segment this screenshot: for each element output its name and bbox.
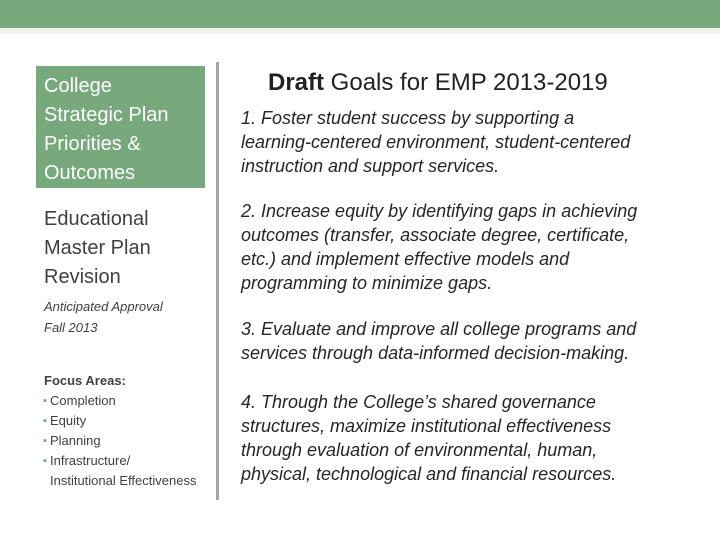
focus-areas-title: Focus Areas: bbox=[44, 373, 126, 388]
focus-areas bbox=[44, 371, 219, 491]
goal-item-4 bbox=[241, 390, 701, 486]
goal-line: through evaluation of environmental, human, bbox=[241, 440, 598, 460]
goal-item-1 bbox=[241, 106, 701, 178]
square-bullet-icon: ▪ bbox=[43, 435, 47, 447]
focus-area-label: Equity bbox=[50, 413, 87, 428]
header-underline bbox=[0, 28, 720, 34]
emp-revision-line: Master Plan bbox=[44, 237, 151, 259]
approval-line: Anticipated Approval bbox=[44, 299, 163, 314]
goal-item-2 bbox=[241, 199, 701, 295]
header-bar bbox=[0, 0, 720, 28]
page-title-draft: Draft bbox=[268, 69, 325, 96]
focus-area-label: Infrastructure/ bbox=[50, 453, 131, 468]
emp-revision-line: Revision bbox=[44, 266, 121, 288]
goal-line: learning-centered environment, student-centered bbox=[241, 132, 631, 152]
goal-item-3 bbox=[241, 317, 701, 365]
square-bullet-icon: ▪ bbox=[43, 415, 47, 427]
page-title bbox=[268, 66, 608, 100]
focus-area-item bbox=[44, 431, 219, 451]
goal-line: structures, maximize institutional effectiveness bbox=[241, 416, 612, 436]
focus-area-label-continued: Institutional Effectiveness bbox=[50, 473, 197, 488]
emp-revision-line: Educational bbox=[44, 208, 149, 230]
focus-area-label: Completion bbox=[50, 393, 116, 408]
focus-area-item bbox=[44, 411, 219, 431]
focus-areas-list bbox=[44, 391, 219, 491]
goal-line: instruction and support services. bbox=[241, 156, 500, 176]
goal-line: 3. Evaluate and improve all college programs and bbox=[241, 319, 637, 339]
vertical-divider bbox=[216, 62, 219, 500]
goal-line: outcomes (transfer, associate degree, certificate, bbox=[241, 225, 630, 245]
square-bullet-icon: ▪ bbox=[43, 455, 47, 467]
strategic-plan-line: Strategic Plan bbox=[44, 104, 169, 126]
approval-line: Fall 2013 bbox=[44, 320, 98, 335]
focus-area-label: Planning bbox=[50, 433, 101, 448]
goal-line: services through data-informed decision-making. bbox=[241, 343, 630, 363]
strategic-plan-line: Outcomes bbox=[44, 162, 136, 184]
focus-area-item bbox=[44, 391, 219, 411]
focus-area-item bbox=[44, 451, 219, 491]
square-bullet-icon: ▪ bbox=[43, 395, 47, 407]
goal-line: 4. Through the College’s shared governance bbox=[241, 392, 596, 412]
goal-line: programming to minimize gaps. bbox=[241, 273, 493, 293]
page-title-rest: Goals for EMP 2013-2019 bbox=[324, 69, 608, 96]
approval-note bbox=[44, 296, 214, 338]
strategic-plan-box bbox=[36, 66, 205, 188]
goal-line: 1. Foster student success by supporting a bbox=[241, 108, 575, 128]
goal-line: etc.) and implement effective models and bbox=[241, 249, 570, 269]
goal-line: physical, technological and financial resources. bbox=[241, 464, 617, 484]
goal-line: 2. Increase equity by identifying gaps in achieving bbox=[241, 201, 638, 221]
strategic-plan-line: Priorities & bbox=[44, 133, 141, 155]
emp-revision-heading bbox=[44, 205, 214, 292]
strategic-plan-line: College bbox=[44, 75, 112, 97]
